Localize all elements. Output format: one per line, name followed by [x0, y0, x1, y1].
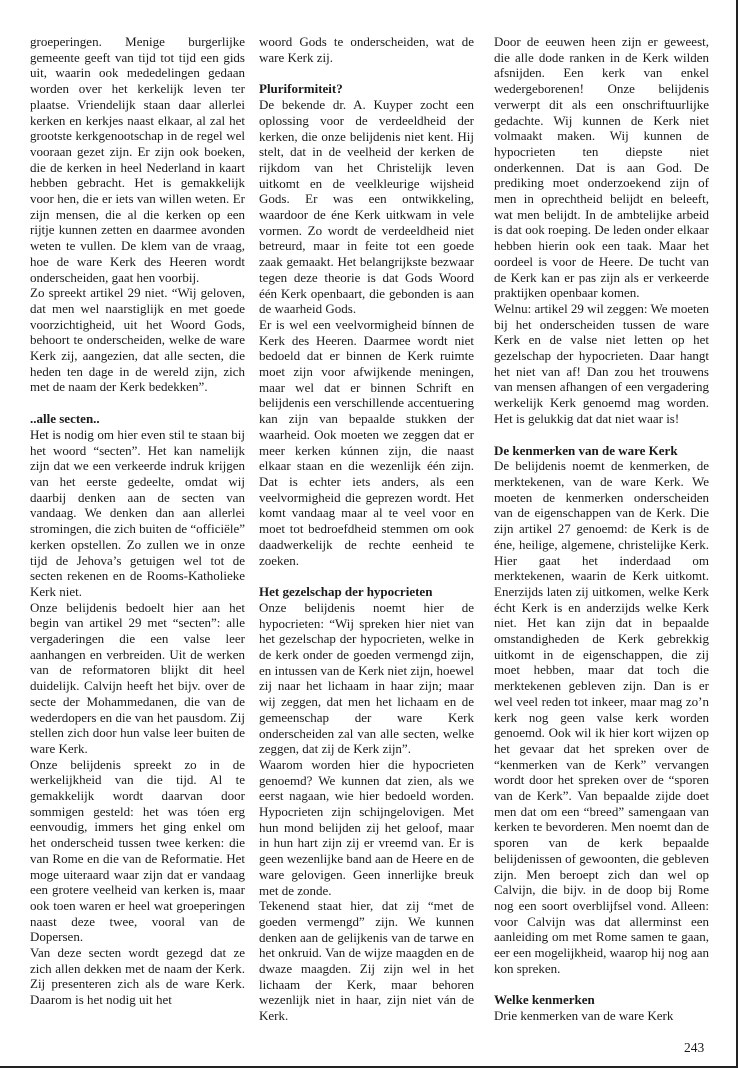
paragraph: De bekende dr. A. Kuyper zocht een oplossing voor de verdeeldheid der kerken, die onze belijdenis niet kent. Hij stelt, dat in de veelheid der kerken de rijkdom van het Christelijk leven uitkomt en de veelkleurige wijsheid Gods. Er was een ontwikkeling, waardoor de éne Kerk uitkwam in vele vormen. Zo wordt de verdeeldheid niet betreurd, maar in feite tot een goede zaak gemaakt. Het belangrijkste bezwaar tegen deze theorie is dat Gods Woord één Kerk openbaart, die gebonden is aan de waarheid Gods.: [259, 97, 474, 317]
paragraph: Zo spreekt artikel 29 niet. “Wij geloven, dat men wel naarstiglijk en met goede voorzichtigheid, uit het Woord Gods, behoort te onderscheiden, welke de ware Kerk zij, aangezien, dat alle secten, die heden ten dage in de wereld zijn, zich met de naam der Kerk bedekken”.: [30, 285, 245, 395]
text-column-right: [494, 34, 709, 1024]
section-gap: [259, 568, 474, 584]
paragraph: Door de eeuwen heen zijn er geweest, die alle dode ranken in de Kerk wilden afsnijden. Een kerk van enkel wedergeborenen! Onze belijdenis verwerpt dit als een onschriftuurlijke gedachte. Wij kunnen de Kerk niet volmaakt maken. Wij kunnen de hypocrieten ten diepste niet onderkennen. Dat is aan God. De prediking moet onderzoekend zijn of men in oprechtheid belijdt en beleeft, wat men belijdt. In de ambtelijke arbeid is dat ook roeping. De leden onder elkaar hebben hierin ook een taak. Maar het oordeel is voor de Heere. De tucht van de Kerk kan er pas zijn als er verkeerde praktijken openbaar komen.: [494, 34, 709, 301]
paragraph: Het is nodig om hier even stil te staan bij het woord “secten”. Het kan namelijk zijn dat we een verkeerde indruk krijgen van het eerste gedeelte, omdat wij daarbij denken aan de secten van vandaag. We denken dan aan allerlei stromingen, die zich buiten de “officiële” kerken opstellen. Zo zullen we in onze tijd de Jehova’s getuigen wel tot de secten rekenen en de Rooms-Katholieke Kerk niet.: [30, 426, 245, 599]
paragraph: Onze belijdenis noemt hier de hypocrieten: “Wij spreken hier niet van het gezelschap der hypocrieten, welke in de kerk onder de goeden vermengd zijn, en intussen van de Kerk niet zijn, hoewel zij naar het lichaam in haar zijn; maar wij zeggen, dat men het lichaam en de gemeenschap der ware Kerk onderscheiden zal van alle secten, welke zeggen, dat zij de Kerk zijn”.: [259, 599, 474, 757]
paragraph: Van deze secten wordt gezegd dat ze zich allen dekken met de naam der Kerk. Zij presenteren zich als de ware Kerk. Daarom is het nodig uit het: [30, 945, 245, 1008]
paragraph: Drie kenmerken van de ware Kerk: [494, 1008, 674, 1024]
paragraph: De belijdenis noemt de kenmerken, de merktekenen, van de ware Kerk. We moeten de kenmerken onderscheiden van de eigenschappen van de Kerk. Die zijn artikel 27 genoemd: de Kerk is de éne, heilige, algemene, christelijke Kerk. Hier gaat het inderdaad om merktekenen, waarin de Kerk uitkomt. Enerzijds laten zij uitkomen, welke Kerk écht Kerk is en anderzijds welke Kerk niet. Het kan zijn dat in bepaalde omstandigheden de Kerk gebrekkig uitkomt in de eigenschappen, die zij moet hebben, maar dat toch die merktekenen gebleven zijn. Dan is er wel veel reden tot inkeer, maar mag zo’n kerk nog geen valse kerk worden genoemd. Ook wil ik hier kort wijzen op het gevaar dat het spreken over de “kenmerken van de Kerk” vervangen wordt door het spreken over de “sporen van de Kerk”. Van bepaalde zijde doet men dat om een “breed” samengaan van kerken te bevorderen. Men noemt dan de sporen van de kerk bepaalde belijdenissen of gewoonten, die gebleven zijn. Men beroept zich dan wel op Calvijn, die bijv. in de doop bij Rome nog een soort overblijfsel vond. Alleen: voor Calvijn was dat allerminst een aanleiding om met Rome samen te gaan, eer een mogelijkheid, waarop hij nog aan kon spreken.: [494, 458, 709, 976]
paragraph: Welnu: artikel 29 wil zeggen: We moeten bij het onderscheiden tussen de ware Kerk en de valse niet letten op het gezelschap der hypocrieten. Daar hangt het niet van af! Dan zou het trouwens van mensen afhangen of een vergadering werkelijk Kerk genoemd mag worden. Het is gelukkig dat dat niet waar is!: [494, 300, 709, 426]
paragraph: groeperingen. Menige burgerlijke gemeente geeft van tijd tot tijd een gids uit, waarin ook mededelingen gedaan worden over het kerkelijk leven ter plaatse. Vriendelijk staan daar allerlei kerken en kerkjes naast elkaar, al zal het grootste kerkgenootschap in de regel wel vooraan gezet zijn. Er zijn ook boeken, die de kerken in heel Nederland in kaart hebben gebracht. Het is gemakkelijk voor hen, die er iets van willen weten. Er zijn mensen, die al die kerken op een rijtje kunnen zetten en daarmee avonden weten te vullen. De klem van de vraag, hoe de ware Kerk des Heeren wordt onderscheiden, gaat hen voorbij.: [30, 34, 245, 285]
text-column-middle: [259, 34, 474, 1024]
paragraph: Onze belijdenis spreekt zo in de werkelijkheid van die tijd. Al te gemakkelijk wordt daarvan door sommigen gesteld: het was tóen erg eenvoudig, immers het ging enkel om het onderscheid tussen twee kerken: die van Rome en die van de Reformatie. Het moge uiteraard waar zijn dat er vandaag een grotere veelheid van kerken is, maar ook toen waren er heel wat groeperingen naast deze twee, vooral van de Dopersen.: [30, 756, 245, 945]
section-heading: De kenmerken van de ware Kerk: [494, 442, 678, 458]
section-gap: [30, 395, 245, 411]
paragraph: Tekenend staat hier, dat zij “met de goeden vermengd” zijn. We kunnen denken aan de gelijkenis van de tarwe en het onkruid. Van de wijze maagden en de dwaze maagden. Zij zijn wel in het lichaam der Kerk, maar behoren wezenlijk niet in haar, zijn niet ván de Kerk.: [259, 898, 474, 1024]
paragraph: Waarom worden hier die hypocrieten genoemd? We kunnen dat zien, als we eerst nagaan, wie hier bedoeld worden. Hypocrieten zijn schijngelovigen. Met hun mond belijden zij het geloof, maar in hun hart zijn zij er vreemd van. Er is geen wezenlijke band aan de Heere en de ware gelovigen. Geen innerlijke breuk met de zonde.: [259, 756, 474, 898]
section-gap: [259, 65, 474, 81]
page-number: 243: [684, 1040, 705, 1055]
paragraph: Onze belijdenis bedoelt hier aan het begin van artikel 29 met “secten”: alle vergaderingen die een valse leer aanhangen en verbreiden. Uit de werken van de reformatoren blijkt dit heel duidelijk. Calvijn heeft het bijv. over de secte der Mohammedanen, die van de wederdopers en die van het pausdom. Zij stellen zich door hun valse leer buiten de ware Kerk.: [30, 599, 245, 756]
section-heading: Welke kenmerken: [494, 992, 595, 1008]
paragraph: Er is wel een veelvormigheid bínnen de Kerk des Heeren. Daarmee wordt niet bedoeld dat er binnen de Kerk ruimte moet zijn voor afwijkende meningen, maar wel dat er binnen Schrift en belijdenis een verschillende accentuering kan zijn van bepaalde stukken der waarheid. Ook moeten we zeggen dat er meer kerken kúnnen zijn, die naast elkaar staan en die wezenlijk één zijn. Dat is echter iets anders, als een veelvormigheid die geprezen wordt. Het komt vandaag maar al te veel voor en moet tot bedroefdheid stemmen om ook daadwerkelijk de rechte eenheid te zoeken.: [259, 316, 474, 568]
paragraph: woord Gods te onderscheiden, wat de ware Kerk zij.: [259, 34, 474, 65]
section-gap: [494, 427, 709, 443]
section-heading: Pluriformiteit?: [259, 81, 343, 97]
section-heading: ..alle secten..: [30, 411, 100, 427]
section-gap: [494, 976, 709, 992]
section-heading: Het gezelschap der hypocrieten: [259, 584, 433, 600]
text-column-left: [30, 34, 245, 1008]
